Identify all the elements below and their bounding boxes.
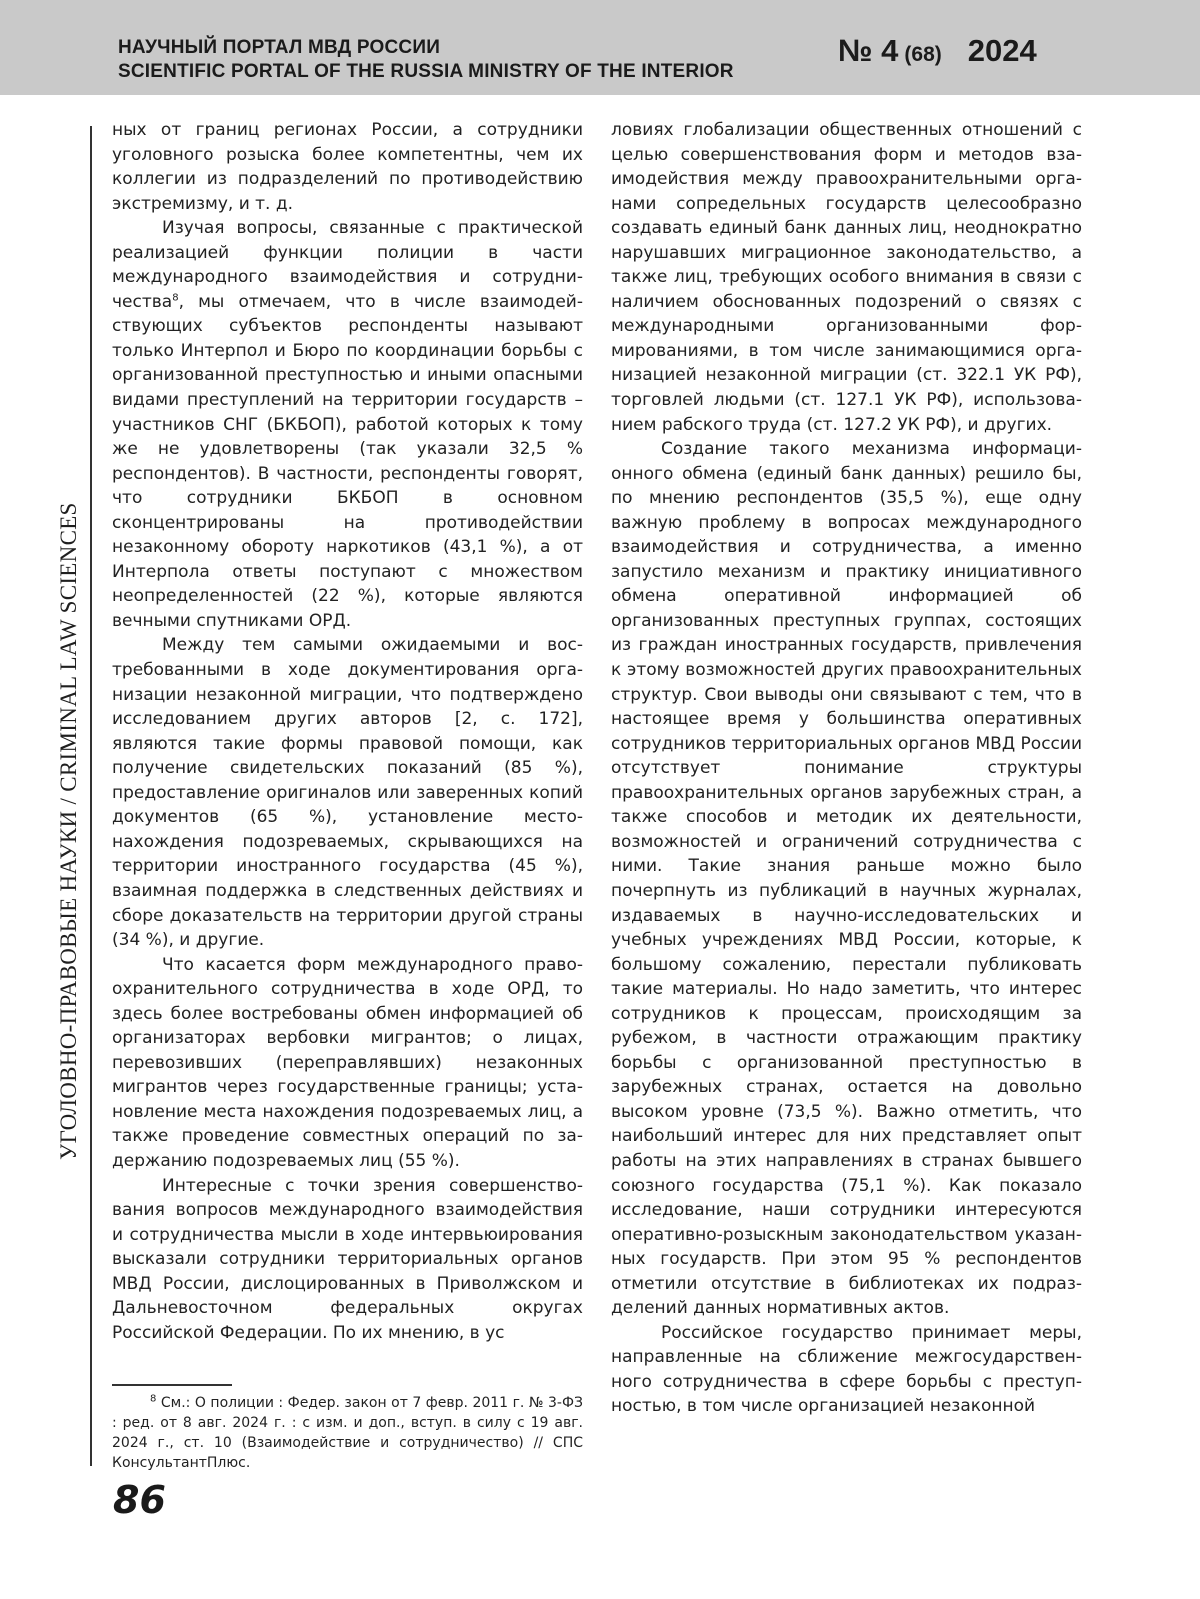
header-band — [0, 0, 1200, 95]
footnote-reference[interactable]: 8 — [172, 292, 179, 304]
sidebar-rule — [90, 126, 92, 1466]
section-title: УГОЛОВНО-ПРАВОВЫЕ НАУКИ / CRIMINAL LAW SCIENCES — [56, 502, 81, 1160]
left-column — [112, 118, 583, 1345]
issue-year: 2024 — [967, 33, 1037, 68]
footnote-mark: 8 — [150, 1393, 157, 1405]
paragraph-text: , мы отмечаем, что в числе взаимодействующих субъектов респонденты называют только Интерпол и Бюро по координации борьбы с организованной преступностью и иными опасными видами преступлений на территории государств – участников СНГ (БКБОП), работой которых к тому же не удовлетворены (так указали 32,5 % респондентов). В частности, респонденты говорят, что сотрудники БКБОП в основном сконцентрированы на противодействии незаконному обороту наркотиков (43,1 %), а от Интерпола ответы поступают с множеством неопределенностей (22 %), которые являются вечными спутниками ОРД. — [112, 291, 583, 631]
page-number: 86 — [113, 1478, 166, 1522]
footnote-body: См.: О полиции : Федер. закон от 7 февр. 2011 г. № 3-ФЗ : ред. от 8 авг. 2024 г. : с изм. и доп., вступ. в силу с 19 авг. 2024 г., ст. 10 (Взаимодействие и сотрудничество) // СПС КонсультантПлюс. — [112, 1395, 583, 1471]
paragraph: Интересные с точки зрения совершенствования вопросов международного взаимодействия и сотрудничества мысли в ходе интервьюирования высказали сотрудники территориальных органов МВД России, дислоцированных в Приволжском и Дальневосточном федеральных округах Российской Федерации. По их мнению, в ус — [112, 1175, 583, 1343]
issue-total: (68) — [904, 43, 942, 66]
paragraph: ных от границ регионах России, а сотрудники уголовного розыска более компетентны, чем их коллегии из подразделений по противодействию экстремизму, и т. д. — [112, 120, 583, 214]
paragraph: Российское государство принимает меры, направленные на сближение межгосударственного сотрудничества в сфере борьбы с преступностью, в том числе организацией незаконной — [611, 1322, 1082, 1417]
paragraph: Что касается форм международного правоохранительного сотрудничества в ходе ОРД, то здесь более востребованы обмен информацией об организаторах вербовки мигрантов; о лицах, перевозивших (переправлявших) незаконных мигрантов через государственные границы; установление места нахождения подозреваемых лиц, а также проведение совместных операций по задержанию подозреваемых лиц (55 %). — [112, 954, 583, 1171]
journal-title-en: SCIENTIFIC PORTAL OF THE RUSSIA MINISTRY OF THE INTERIOR — [118, 61, 734, 82]
journal-title-ru: НАУЧНЫЙ ПОРТАЛ МВД РОССИИ — [118, 37, 441, 58]
footnote — [112, 1393, 583, 1473]
paragraph-text: Изучая вопросы, связанные с практической реализацией функции полиции в части международного взаимодействия и сотрудничества — [112, 218, 583, 312]
right-column — [611, 118, 1082, 1419]
footnote-text — [112, 1393, 583, 1473]
issue-info — [838, 33, 1037, 69]
paragraph: Создание такого механизма информационного обмена (единый банк данных) решило бы, по мнению респондентов (35,5 %), еще одну важную проблему в вопросах международного взаимодействия и сотрудничества, а именно запустило механизм и практику инициативного обмена оперативной информацией об организованных преступных группах, состоящих из граждан иностранных государств, привлечения к этому возможностей других правоохранительных структур. Свои выводы они связывают с тем, что в настоящее время у большинства оперативных сотрудников территориальных органов МВД России отсутствует понимание структуры правоохранительных органов зарубежных стран, а также способов и методик их деятельности, возможностей и ограничений сотрудничества с ними. Такие знания раньше можно было почерпнуть из публикаций в научных журналах, издаваемых в научно-исследовательских и учебных учреждениях МВД России, которые, к большому сожалению, перестали публиковать такие материалы. Но надо заметить, что интерес сотрудников к процессам, происходящим за рубежом, в частности отражающим практику борьбы с организованной преступностью в зарубежных странах, остается на довольно высоком уровне (73,5 %). Важно отметить, что наибольший интерес для них представляет опыт работы на этих направлениях в странах бывшего союзного государства (75,1 %). Как показало исследование, наши сотрудники интересуются оперативно-розыскным законодательством указанных государств. При этом 95 % респондентов отметили отсутствие в библиотеках их подразделений данных нормативных актов. — [611, 439, 1082, 1319]
issue-number: № 4 — [838, 33, 899, 68]
paragraph-with-footnote — [112, 216, 583, 633]
paragraph: Между тем самыми ожидаемыми и востребованными в ходе документирования организации незаконной миграции, что подтверждено исследованием других авторов [2, с. 172], являются такие формы правовой помощи, как получение свидетельских показаний (85 %), предоставление оригиналов или заверенных копий документов (65 %), установление местонахождения подозреваемых, скрывающихся на территории иностранного государства (45 %), взаимная поддержка в следственных действиях и сборе доказательств на территории другой страны (34 %), и другие. — [112, 635, 583, 951]
paragraph: ловиях глобализации общественных отношений с целью совершенствования форм и методов взаимодействия между правоохранительными органами сопредельных государств целесообразно создавать единый банк данных лиц, неоднократно нарушавших миграционное законодательство, а также лиц, требующих особого внимания в связи с наличием обоснованных подозрений о связях с международными организованными формированиями, в том числе занимающимися организацией незаконной миграции (ст. 322.1 УК РФ), торговлей людьми (ст. 127.1 УК РФ), использованием рабского труда (ст. 127.2 УК РФ), и других. — [611, 120, 1082, 435]
footnote-divider — [112, 1384, 232, 1386]
